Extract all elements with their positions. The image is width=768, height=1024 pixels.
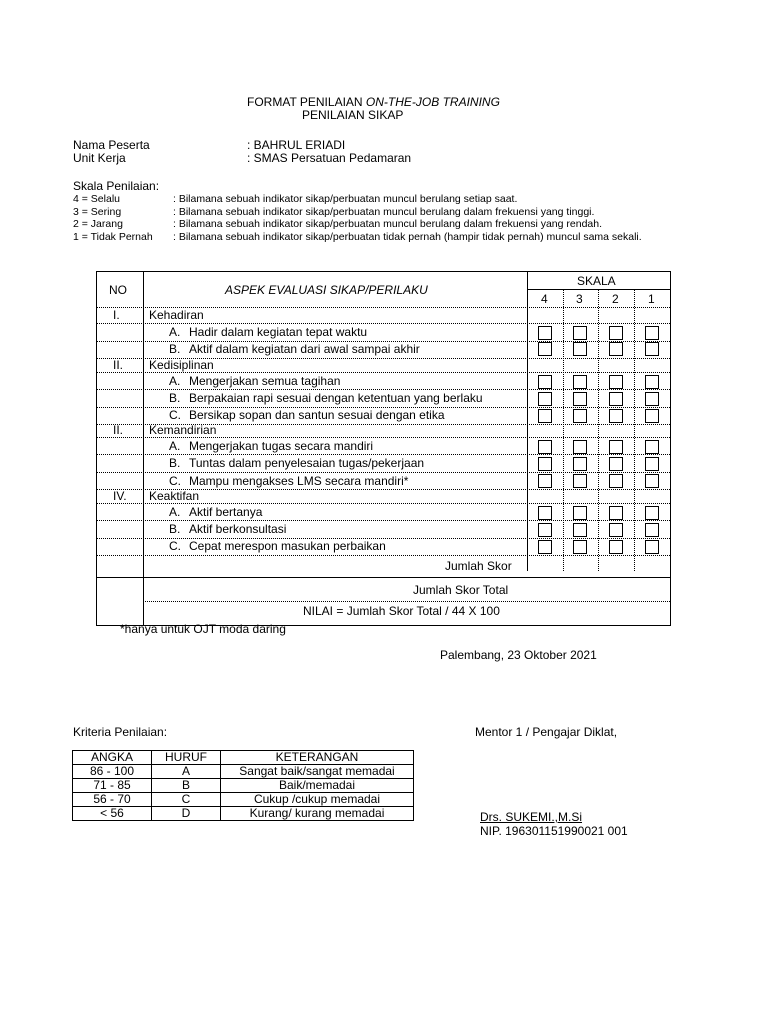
rating-checkbox[interactable] bbox=[573, 474, 587, 488]
scale-heading: Skala Penilaian: bbox=[73, 179, 160, 193]
section-title: Kemandirian bbox=[149, 423, 217, 437]
rating-checkbox[interactable] bbox=[573, 326, 587, 340]
unit-label: Unit Kerja bbox=[73, 151, 126, 165]
criteria-row bbox=[73, 779, 414, 793]
item-letter: A. bbox=[169, 439, 181, 453]
section-number: II. bbox=[113, 423, 124, 437]
rating-checkbox[interactable] bbox=[538, 506, 552, 520]
criteria-huruf: A bbox=[152, 765, 221, 779]
section-title: Kehadiran bbox=[149, 308, 204, 322]
rating-checkbox[interactable] bbox=[609, 326, 623, 340]
nilai-formula: NILAI = Jumlah Skor Total / 44 X 100 bbox=[303, 604, 500, 618]
criteria-header-row bbox=[73, 751, 414, 765]
rating-checkbox[interactable] bbox=[538, 409, 552, 423]
criteria-huruf: C bbox=[152, 793, 221, 807]
item-text: Mengerjakan semua tagihan bbox=[189, 374, 341, 388]
rating-checkbox[interactable] bbox=[609, 342, 623, 356]
rating-checkbox[interactable] bbox=[645, 474, 659, 488]
scale-item-label: 3 = Sering bbox=[73, 206, 122, 218]
section-number: I. bbox=[113, 308, 120, 322]
section-number: IV. bbox=[113, 489, 127, 503]
document-subtitle: PENILAIAN SIKAP bbox=[302, 108, 404, 122]
rating-checkbox[interactable] bbox=[645, 392, 659, 406]
item-letter: C. bbox=[169, 539, 181, 553]
item-letter: A. bbox=[169, 505, 181, 519]
participant-name-label: Nama Peserta bbox=[73, 138, 150, 152]
scale-value: 3 bbox=[576, 292, 583, 306]
scale-item-label: 2 = Jarang bbox=[73, 218, 123, 230]
rating-checkbox[interactable] bbox=[609, 540, 623, 554]
rating-checkbox[interactable] bbox=[609, 409, 623, 423]
evaluation-table bbox=[96, 271, 671, 626]
header-no: NO bbox=[109, 283, 127, 297]
item-letter: B. bbox=[169, 342, 181, 356]
item-letter: B. bbox=[169, 456, 181, 470]
rating-checkbox[interactable] bbox=[573, 375, 587, 389]
rating-checkbox[interactable] bbox=[645, 457, 659, 471]
section-number: II. bbox=[113, 358, 124, 372]
rating-checkbox[interactable] bbox=[645, 523, 659, 537]
scale-value: 4 bbox=[541, 292, 548, 306]
criteria-huruf: B bbox=[152, 779, 221, 793]
rating-checkbox[interactable] bbox=[609, 440, 623, 454]
rating-checkbox[interactable] bbox=[538, 523, 552, 537]
rating-checkbox[interactable] bbox=[538, 342, 552, 356]
section-title: Kedisiplinan bbox=[149, 358, 214, 372]
rating-checkbox[interactable] bbox=[609, 457, 623, 471]
rating-checkbox[interactable] bbox=[573, 342, 587, 356]
scale-item-desc: : Bilamana sebuah indikator sikap/perbuatan muncul berulang dalam frekuensi yang tinggi. bbox=[173, 206, 595, 218]
col-divider bbox=[143, 272, 144, 625]
signature-nip: NIP. 196301151990021 001 bbox=[480, 824, 628, 838]
item-text: Bersikap sopan dan santun sesuai dengan etika bbox=[189, 408, 445, 422]
criteria-angka: 71 - 85 bbox=[73, 779, 152, 793]
item-text: Aktif dalam kegiatan dari awal sampai akhir bbox=[189, 342, 420, 356]
item-text: Berpakaian rapi sesuai dengan ketentuan yang berlaku bbox=[189, 391, 483, 405]
section-title: Keaktifan bbox=[149, 489, 200, 503]
criteria-keterangan: Cukup /cukup memadai bbox=[221, 793, 414, 807]
rating-checkbox[interactable] bbox=[573, 506, 587, 520]
item-letter: C. bbox=[169, 408, 181, 422]
criteria-heading: Kriteria Penilaian: bbox=[73, 725, 168, 739]
scale-item-desc: : Bilamana sebuah indikator sikap/perbuatan tidak pernah (hampir tidak pernah) muncul sama sekali. bbox=[173, 231, 642, 243]
col-divider bbox=[634, 290, 635, 571]
rating-checkbox[interactable] bbox=[609, 392, 623, 406]
item-text: Aktif bertanya bbox=[189, 505, 263, 519]
item-letter: A. bbox=[169, 325, 181, 339]
item-text: Tuntas dalam penyelesaian tugas/pekerjaan bbox=[189, 456, 425, 470]
signature-role: Mentor 1 / Pengajar Diklat, bbox=[475, 725, 618, 739]
rating-checkbox[interactable] bbox=[609, 474, 623, 488]
col-divider bbox=[598, 290, 599, 571]
rating-checkbox[interactable] bbox=[538, 392, 552, 406]
rating-checkbox[interactable] bbox=[538, 474, 552, 488]
scale-header-divider bbox=[527, 289, 670, 290]
rating-checkbox[interactable] bbox=[573, 457, 587, 471]
title-italic: ON-THE-JOB TRAINING bbox=[365, 95, 500, 109]
scale-item-label: 4 = Selalu bbox=[73, 193, 120, 205]
scale-item-desc: : Bilamana sebuah indikator sikap/perbuatan muncul berulang setiap saat. bbox=[173, 193, 518, 205]
rating-checkbox[interactable] bbox=[538, 326, 552, 340]
item-text: Aktif berkonsultasi bbox=[189, 522, 287, 536]
unit-value: : SMAS Persatuan Pedamaran bbox=[247, 151, 412, 165]
scale-item-label: 1 = Tidak Pernah bbox=[73, 231, 153, 243]
scale-value: 2 bbox=[612, 292, 619, 306]
header-aspect: ASPEK EVALUASI SIKAP/PERILAKU bbox=[225, 283, 428, 297]
rating-checkbox[interactable] bbox=[573, 540, 587, 554]
row-divider bbox=[97, 577, 670, 578]
criteria-angka: < 56 bbox=[73, 807, 152, 821]
rating-checkbox[interactable] bbox=[538, 457, 552, 471]
place-date: Palembang, 23 Oktober 2021 bbox=[440, 648, 597, 662]
criteria-keterangan: Sangat baik/sangat memadai bbox=[221, 765, 414, 779]
row-divider bbox=[97, 323, 670, 324]
criteria-angka: 86 - 100 bbox=[73, 765, 152, 779]
item-text: Mengerjakan tugas secara mandiri bbox=[189, 439, 374, 453]
item-letter: B. bbox=[169, 391, 181, 405]
rating-checkbox[interactable] bbox=[645, 540, 659, 554]
title-prefix: FORMAT PENILAIAN bbox=[247, 95, 366, 109]
criteria-row bbox=[73, 807, 414, 821]
rating-checkbox[interactable] bbox=[573, 440, 587, 454]
item-letter: A. bbox=[169, 374, 181, 388]
criteria-header: HURUF bbox=[152, 751, 221, 765]
footnote: *hanya untuk OJT moda daring bbox=[120, 622, 286, 636]
rating-checkbox[interactable] bbox=[573, 392, 587, 406]
row-divider bbox=[97, 520, 670, 521]
rating-checkbox[interactable] bbox=[538, 440, 552, 454]
criteria-keterangan: Kurang/ kurang memadai bbox=[221, 807, 414, 821]
participant-name-value: : BAHRUL ERIADI bbox=[247, 138, 346, 152]
rating-checkbox[interactable] bbox=[609, 375, 623, 389]
rating-checkbox[interactable] bbox=[645, 375, 659, 389]
scale-item-desc: : Bilamana sebuah indikator sikap/perbuatan muncul berulang dalam frekuensi yang rendah. bbox=[173, 218, 603, 230]
criteria-header: ANGKA bbox=[73, 751, 152, 765]
rating-checkbox[interactable] bbox=[645, 440, 659, 454]
rating-checkbox[interactable] bbox=[573, 523, 587, 537]
col-divider bbox=[527, 272, 528, 571]
item-text: Cepat merespon masukan perbaikan bbox=[189, 539, 386, 553]
criteria-row bbox=[73, 765, 414, 779]
criteria-table bbox=[72, 750, 414, 821]
rating-checkbox[interactable] bbox=[538, 540, 552, 554]
rating-checkbox[interactable] bbox=[538, 375, 552, 389]
criteria-header: KETERANGAN bbox=[221, 751, 414, 765]
rating-checkbox[interactable] bbox=[609, 506, 623, 520]
item-letter: C. bbox=[169, 474, 181, 488]
scale-value: 1 bbox=[648, 292, 655, 306]
item-text: Mampu mengakses LMS secara mandiri* bbox=[189, 474, 409, 488]
jumlah-skor-label: Jumlah Skor bbox=[445, 559, 512, 573]
row-divider bbox=[97, 555, 670, 556]
signature-name: Drs. SUKEMI.,M.Si bbox=[480, 810, 583, 824]
rating-checkbox[interactable] bbox=[573, 409, 587, 423]
rating-checkbox[interactable] bbox=[645, 342, 659, 356]
row-divider bbox=[143, 601, 670, 602]
header-scale: SKALA bbox=[577, 274, 616, 288]
criteria-angka: 56 - 70 bbox=[73, 793, 152, 807]
jumlah-skor-total-label: Jumlah Skor Total bbox=[413, 583, 509, 597]
col-divider bbox=[563, 290, 564, 571]
criteria-huruf: D bbox=[152, 807, 221, 821]
item-letter: B. bbox=[169, 522, 181, 536]
rating-checkbox[interactable] bbox=[645, 409, 659, 423]
rating-checkbox[interactable] bbox=[609, 523, 623, 537]
item-text: Hadir dalam kegiatan tepat waktu bbox=[189, 325, 368, 339]
criteria-keterangan: Baik/memadai bbox=[221, 779, 414, 793]
rating-checkbox[interactable] bbox=[645, 326, 659, 340]
document-title bbox=[247, 95, 500, 109]
criteria-row bbox=[73, 793, 414, 807]
rating-checkbox[interactable] bbox=[645, 506, 659, 520]
